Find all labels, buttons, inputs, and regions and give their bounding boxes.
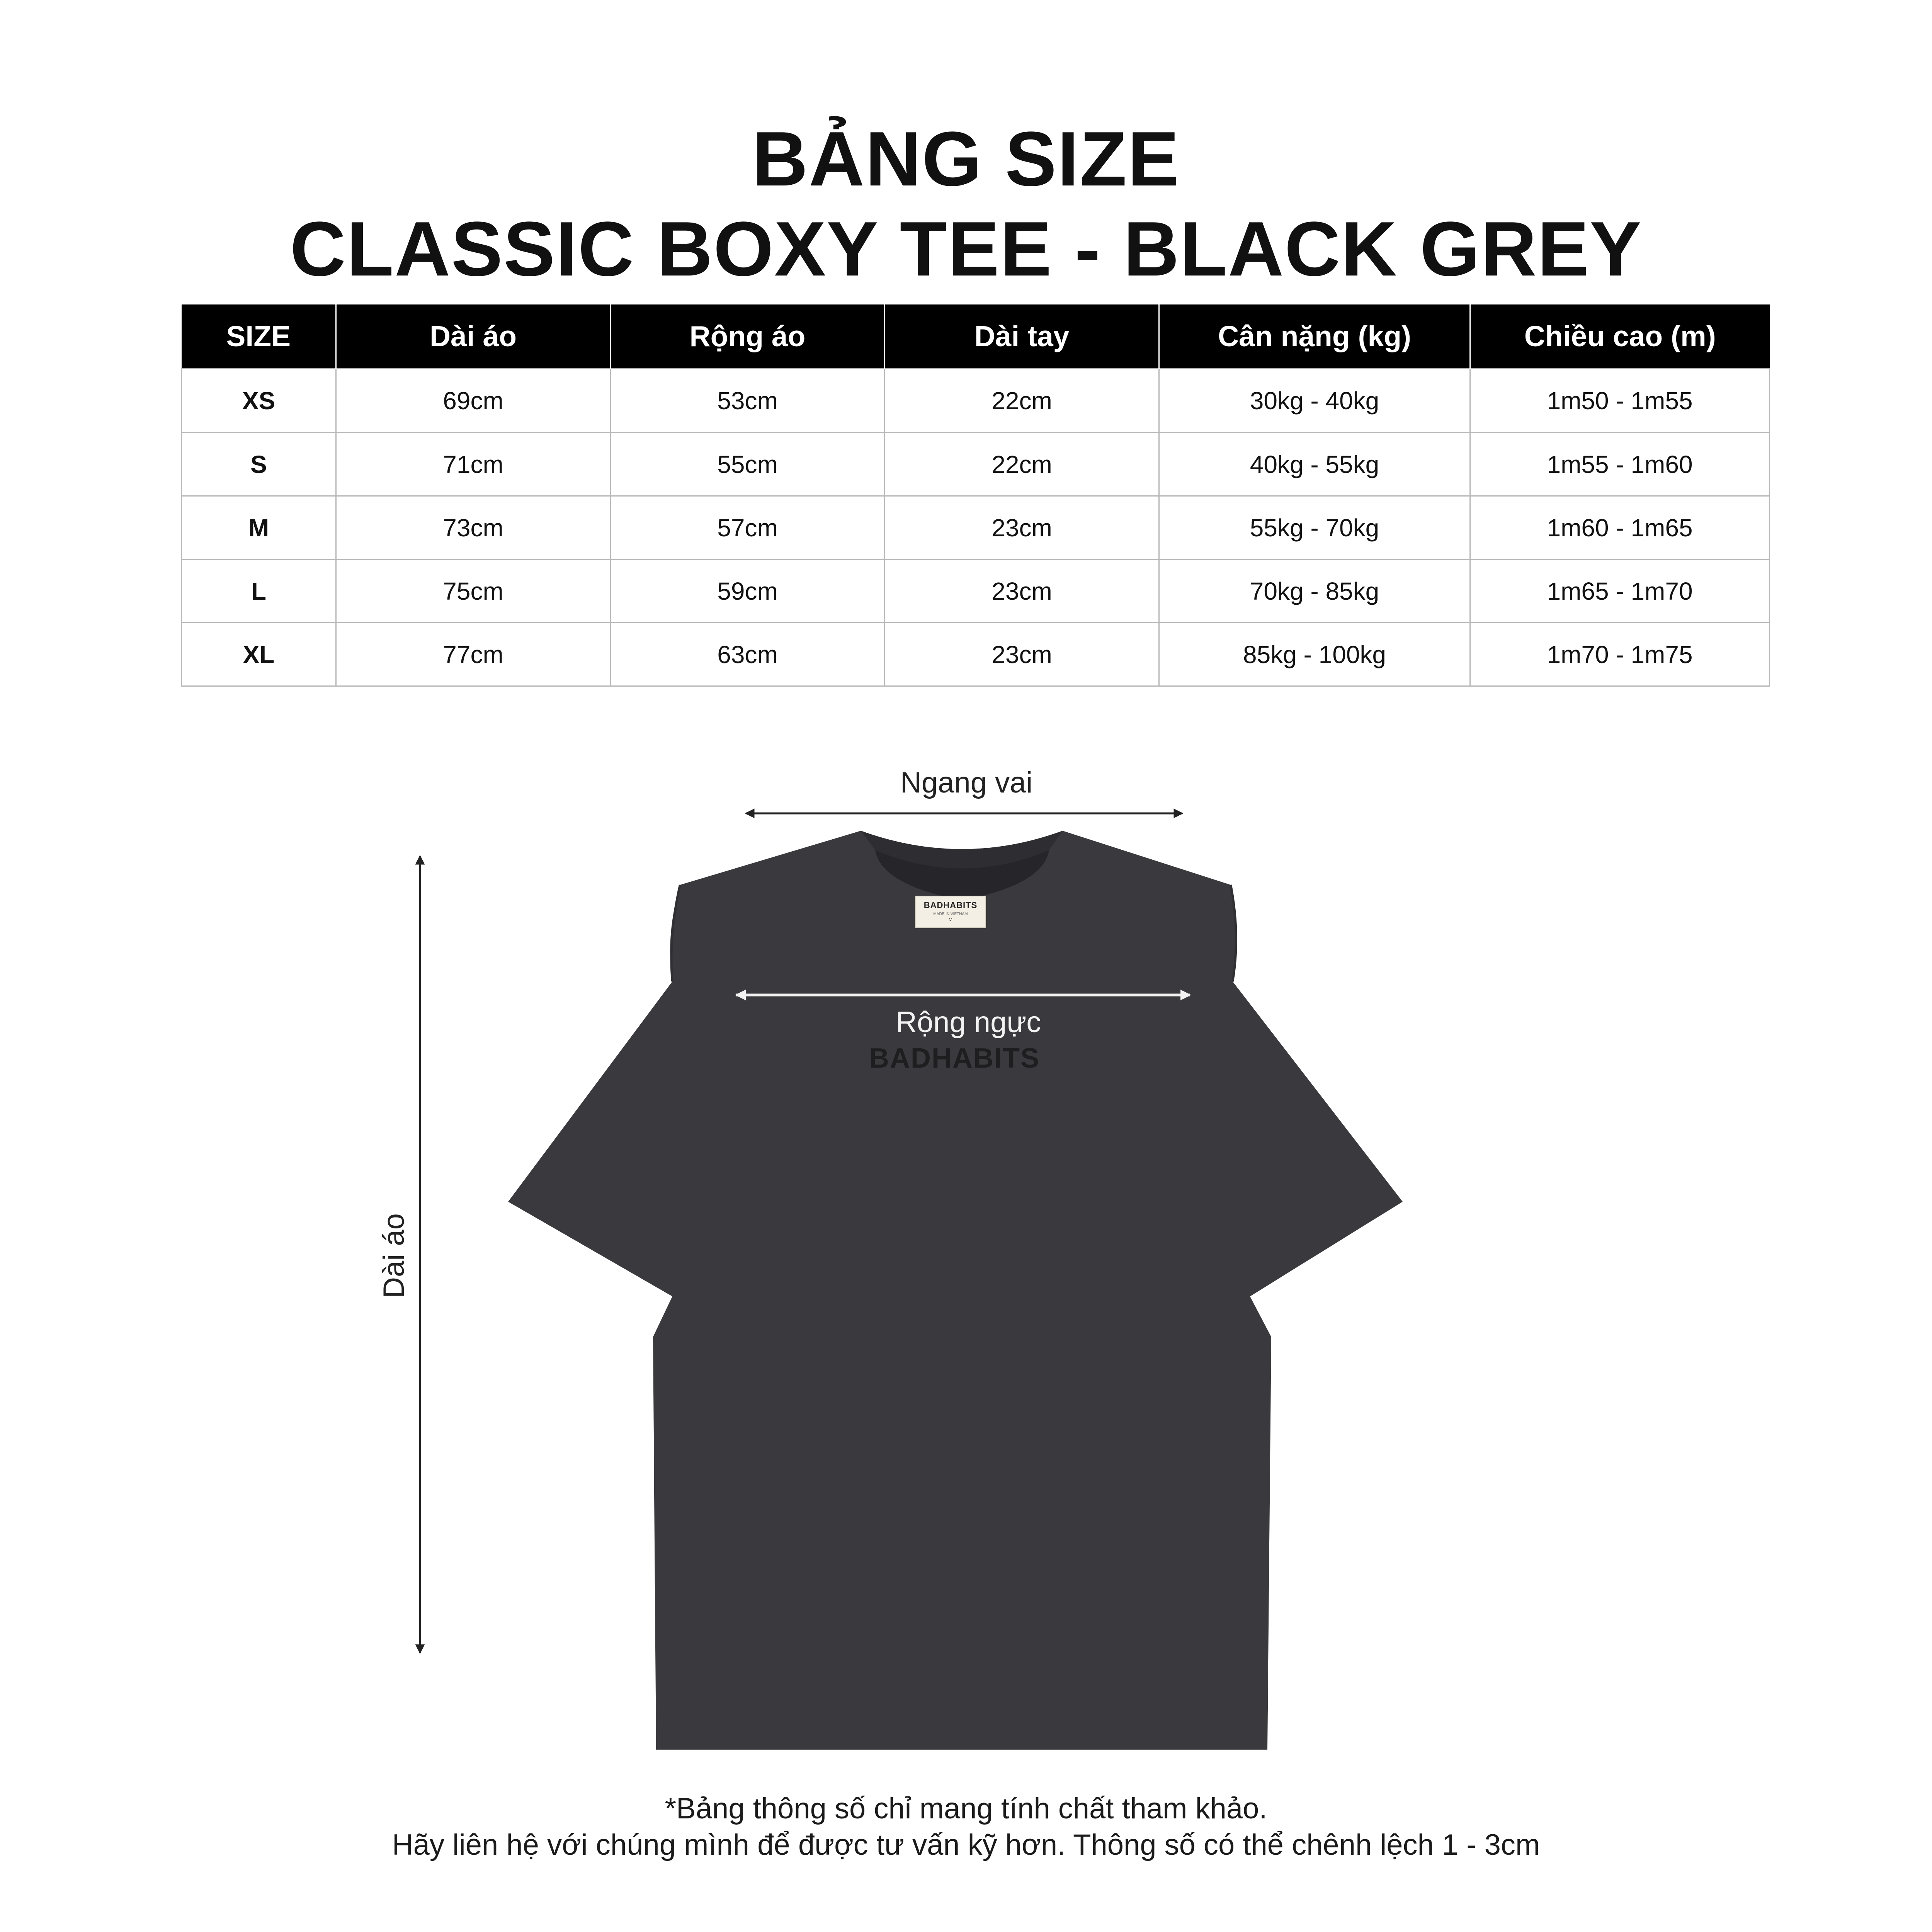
size-cell: L <box>182 560 336 623</box>
shirt-length-label: Dài áo <box>378 1213 410 1298</box>
weight-cell: 55kg - 70kg <box>1159 496 1470 560</box>
disclaimer-line-2: Hãy liên hệ với chúng mình để được tư vấn kỹ hơn. Thông số có thể chênh lệch 1 - 3cm <box>392 1828 1540 1861</box>
size-cell: XS <box>182 369 336 433</box>
chest-width-label: Rộng ngực <box>896 1006 1041 1039</box>
brand-tag-name: BADHABITS <box>923 900 978 910</box>
height-cell: 1m60 - 1m65 <box>1470 496 1770 560</box>
height-cell: 1m55 - 1m60 <box>1470 433 1770 496</box>
brand-neck-tag <box>915 896 986 928</box>
weight-cell: 30kg - 40kg <box>1159 369 1470 433</box>
column-header-height: Chiều cao (m) <box>1470 304 1770 369</box>
sleeve-cell: 22cm <box>885 369 1159 433</box>
width-cell: 63cm <box>611 623 885 686</box>
column-header-sleeve: Dài tay <box>885 304 1159 369</box>
height-cell: 1m70 - 1m75 <box>1470 623 1770 686</box>
width-cell: 53cm <box>611 369 885 433</box>
weight-cell: 85kg - 100kg <box>1159 623 1470 686</box>
size-cell: M <box>182 496 336 560</box>
height-cell: 1m65 - 1m70 <box>1470 560 1770 623</box>
page-title: BẢNG SIZE <box>752 116 1180 202</box>
weight-cell: 40kg - 55kg <box>1159 433 1470 496</box>
brand-tag-subtext: MADE IN VIETNAM <box>933 912 968 916</box>
width-cell: 59cm <box>611 560 885 623</box>
column-header-size: SIZE <box>182 304 336 369</box>
width-cell: 55cm <box>611 433 885 496</box>
width-cell: 57cm <box>611 496 885 560</box>
chest-logo-print: BADHABITS <box>869 1043 1040 1074</box>
length-cell: 71cm <box>336 433 611 496</box>
sleeve-cell: 22cm <box>885 433 1159 496</box>
column-header-width: Rộng áo <box>611 304 885 369</box>
column-header-weight: Cân nặng (kg) <box>1159 304 1470 369</box>
height-cell: 1m50 - 1m55 <box>1470 369 1770 433</box>
size-cell: S <box>182 433 336 496</box>
shoulder-width-label: Ngang vai <box>900 766 1033 799</box>
length-cell: 73cm <box>336 496 611 560</box>
sleeve-cell: 23cm <box>885 623 1159 686</box>
length-cell: 77cm <box>336 623 611 686</box>
product-title: CLASSIC BOXY TEE - BLACK GREY <box>290 206 1642 292</box>
column-header-length: Dài áo <box>336 304 611 369</box>
length-cell: 75cm <box>336 560 611 623</box>
tshirt-body <box>508 831 1403 1750</box>
brand-tag-size: M <box>949 917 952 922</box>
sleeve-cell: 23cm <box>885 496 1159 560</box>
size-cell: XL <box>182 623 336 686</box>
weight-cell: 70kg - 85kg <box>1159 560 1470 623</box>
sleeve-cell: 23cm <box>885 560 1159 623</box>
disclaimer-line-1: *Bảng thông số chỉ mang tính chất tham khảo. <box>665 1792 1267 1825</box>
length-cell: 69cm <box>336 369 611 433</box>
